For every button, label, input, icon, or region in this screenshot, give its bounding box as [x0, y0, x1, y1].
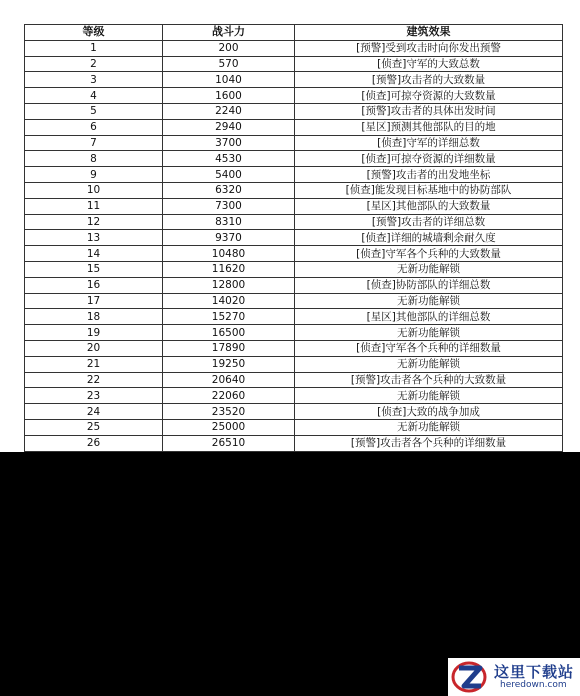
cell-power: 4530 [163, 151, 295, 167]
column-header-power: 战斗力 [163, 25, 295, 41]
cell-effect: [侦查]能发现目标基地中的协防部队 [295, 182, 563, 198]
table-row [25, 246, 563, 262]
table-row [25, 135, 563, 151]
cell-level: 17 [25, 293, 163, 309]
cell-level: 1 [25, 40, 163, 56]
cell-level: 20 [25, 340, 163, 356]
cell-power: 10480 [163, 246, 295, 262]
cell-effect: 无新功能解锁 [295, 419, 563, 435]
cell-power: 7300 [163, 198, 295, 214]
cell-power: 15270 [163, 309, 295, 325]
table-row [25, 56, 563, 72]
cell-power: 2240 [163, 103, 295, 119]
table-row [25, 72, 563, 88]
table-row [25, 325, 563, 341]
cell-power: 3700 [163, 135, 295, 151]
site-watermark [448, 658, 580, 696]
cell-level: 6 [25, 119, 163, 135]
cell-effect: [侦查]详细的城墙剩余耐久度 [295, 230, 563, 246]
cell-power: 200 [163, 40, 295, 56]
cell-level: 15 [25, 261, 163, 277]
table-row [25, 419, 563, 435]
cell-effect: 无新功能解锁 [295, 325, 563, 341]
table-row [25, 119, 563, 135]
table-row [25, 356, 563, 372]
cell-effect: [预警]攻击者的详细总数 [295, 214, 563, 230]
cell-level: 8 [25, 151, 163, 167]
column-header-level: 等级 [25, 25, 163, 41]
table-row [25, 40, 563, 56]
cell-effect: [侦查]可掠夺资源的详细数量 [295, 151, 563, 167]
cell-level: 23 [25, 388, 163, 404]
cell-effect: 无新功能解锁 [295, 261, 563, 277]
cell-effect: [侦查]守军各个兵种的详细数量 [295, 340, 563, 356]
cell-effect: [星区]其他部队的详细总数 [295, 309, 563, 325]
cell-effect: [预警]攻击者各个兵种的详细数量 [295, 435, 563, 451]
cell-level: 22 [25, 372, 163, 388]
table-row [25, 372, 563, 388]
cell-effect: [预警]攻击者各个兵种的大致数量 [295, 372, 563, 388]
cell-effect: [星区]预测其他部队的目的地 [295, 119, 563, 135]
cell-level: 16 [25, 277, 163, 293]
cell-level: 2 [25, 56, 163, 72]
cell-power: 12800 [163, 277, 295, 293]
cell-power: 22060 [163, 388, 295, 404]
cell-power: 23520 [163, 404, 295, 420]
cell-level: 25 [25, 419, 163, 435]
cell-level: 24 [25, 404, 163, 420]
table-row [25, 230, 563, 246]
cell-power: 8310 [163, 214, 295, 230]
cell-power: 16500 [163, 325, 295, 341]
cell-level: 18 [25, 309, 163, 325]
cell-level: 10 [25, 182, 163, 198]
cell-power: 17890 [163, 340, 295, 356]
cell-effect: [侦查]大致的战争加成 [295, 404, 563, 420]
table-row [25, 214, 563, 230]
cell-power: 6320 [163, 182, 295, 198]
watermark-title: 这里下载站 [494, 663, 575, 681]
cell-power: 14020 [163, 293, 295, 309]
table-row [25, 167, 563, 183]
cell-effect: [预警]攻击者的出发地坐标 [295, 167, 563, 183]
cell-effect: [预警]攻击者的大致数量 [295, 72, 563, 88]
cell-level: 14 [25, 246, 163, 262]
cell-effect: [预警]受到攻击时向你发出预警 [295, 40, 563, 56]
table-header-row [25, 25, 563, 41]
table-row [25, 293, 563, 309]
cell-level: 13 [25, 230, 163, 246]
watermark-url: heredown.com [500, 680, 567, 690]
cell-power: 26510 [163, 435, 295, 451]
cell-power: 570 [163, 56, 295, 72]
column-header-effect: 建筑效果 [295, 25, 563, 41]
cell-power: 19250 [163, 356, 295, 372]
cell-effect: [侦查]守军各个兵种的大致数量 [295, 246, 563, 262]
cell-power: 25000 [163, 419, 295, 435]
table-row [25, 309, 563, 325]
building-effects-table [24, 24, 563, 452]
cell-level: 7 [25, 135, 163, 151]
cell-level: 5 [25, 103, 163, 119]
table-row [25, 103, 563, 119]
site-logo-icon [450, 660, 490, 694]
table-row [25, 340, 563, 356]
cell-level: 19 [25, 325, 163, 341]
cell-effect: [侦查]可掠夺资源的大致数量 [295, 88, 563, 104]
table-row [25, 261, 563, 277]
cell-effect: 无新功能解锁 [295, 388, 563, 404]
cell-power: 11620 [163, 261, 295, 277]
cell-effect: [侦查]守军的大致总数 [295, 56, 563, 72]
cell-level: 12 [25, 214, 163, 230]
cell-effect: 无新功能解锁 [295, 356, 563, 372]
table-body [25, 40, 563, 451]
cell-power: 1600 [163, 88, 295, 104]
cell-level: 26 [25, 435, 163, 451]
table-row [25, 88, 563, 104]
table-row [25, 151, 563, 167]
cell-power: 5400 [163, 167, 295, 183]
cell-level: 21 [25, 356, 163, 372]
table-row [25, 277, 563, 293]
cell-power: 2940 [163, 119, 295, 135]
cell-effect: [预警]攻击者的具体出发时间 [295, 103, 563, 119]
table-row [25, 182, 563, 198]
cell-level: 3 [25, 72, 163, 88]
cell-level: 9 [25, 167, 163, 183]
cell-power: 9370 [163, 230, 295, 246]
cell-effect: [星区]其他部队的大致数量 [295, 198, 563, 214]
table-row [25, 198, 563, 214]
cell-effect: 无新功能解锁 [295, 293, 563, 309]
table-row [25, 388, 563, 404]
cell-effect: [侦查]守军的详细总数 [295, 135, 563, 151]
cell-level: 4 [25, 88, 163, 104]
cell-effect: [侦查]协防部队的详细总数 [295, 277, 563, 293]
cell-level: 11 [25, 198, 163, 214]
table-row [25, 404, 563, 420]
table-row [25, 435, 563, 451]
cell-power: 1040 [163, 72, 295, 88]
cell-power: 20640 [163, 372, 295, 388]
